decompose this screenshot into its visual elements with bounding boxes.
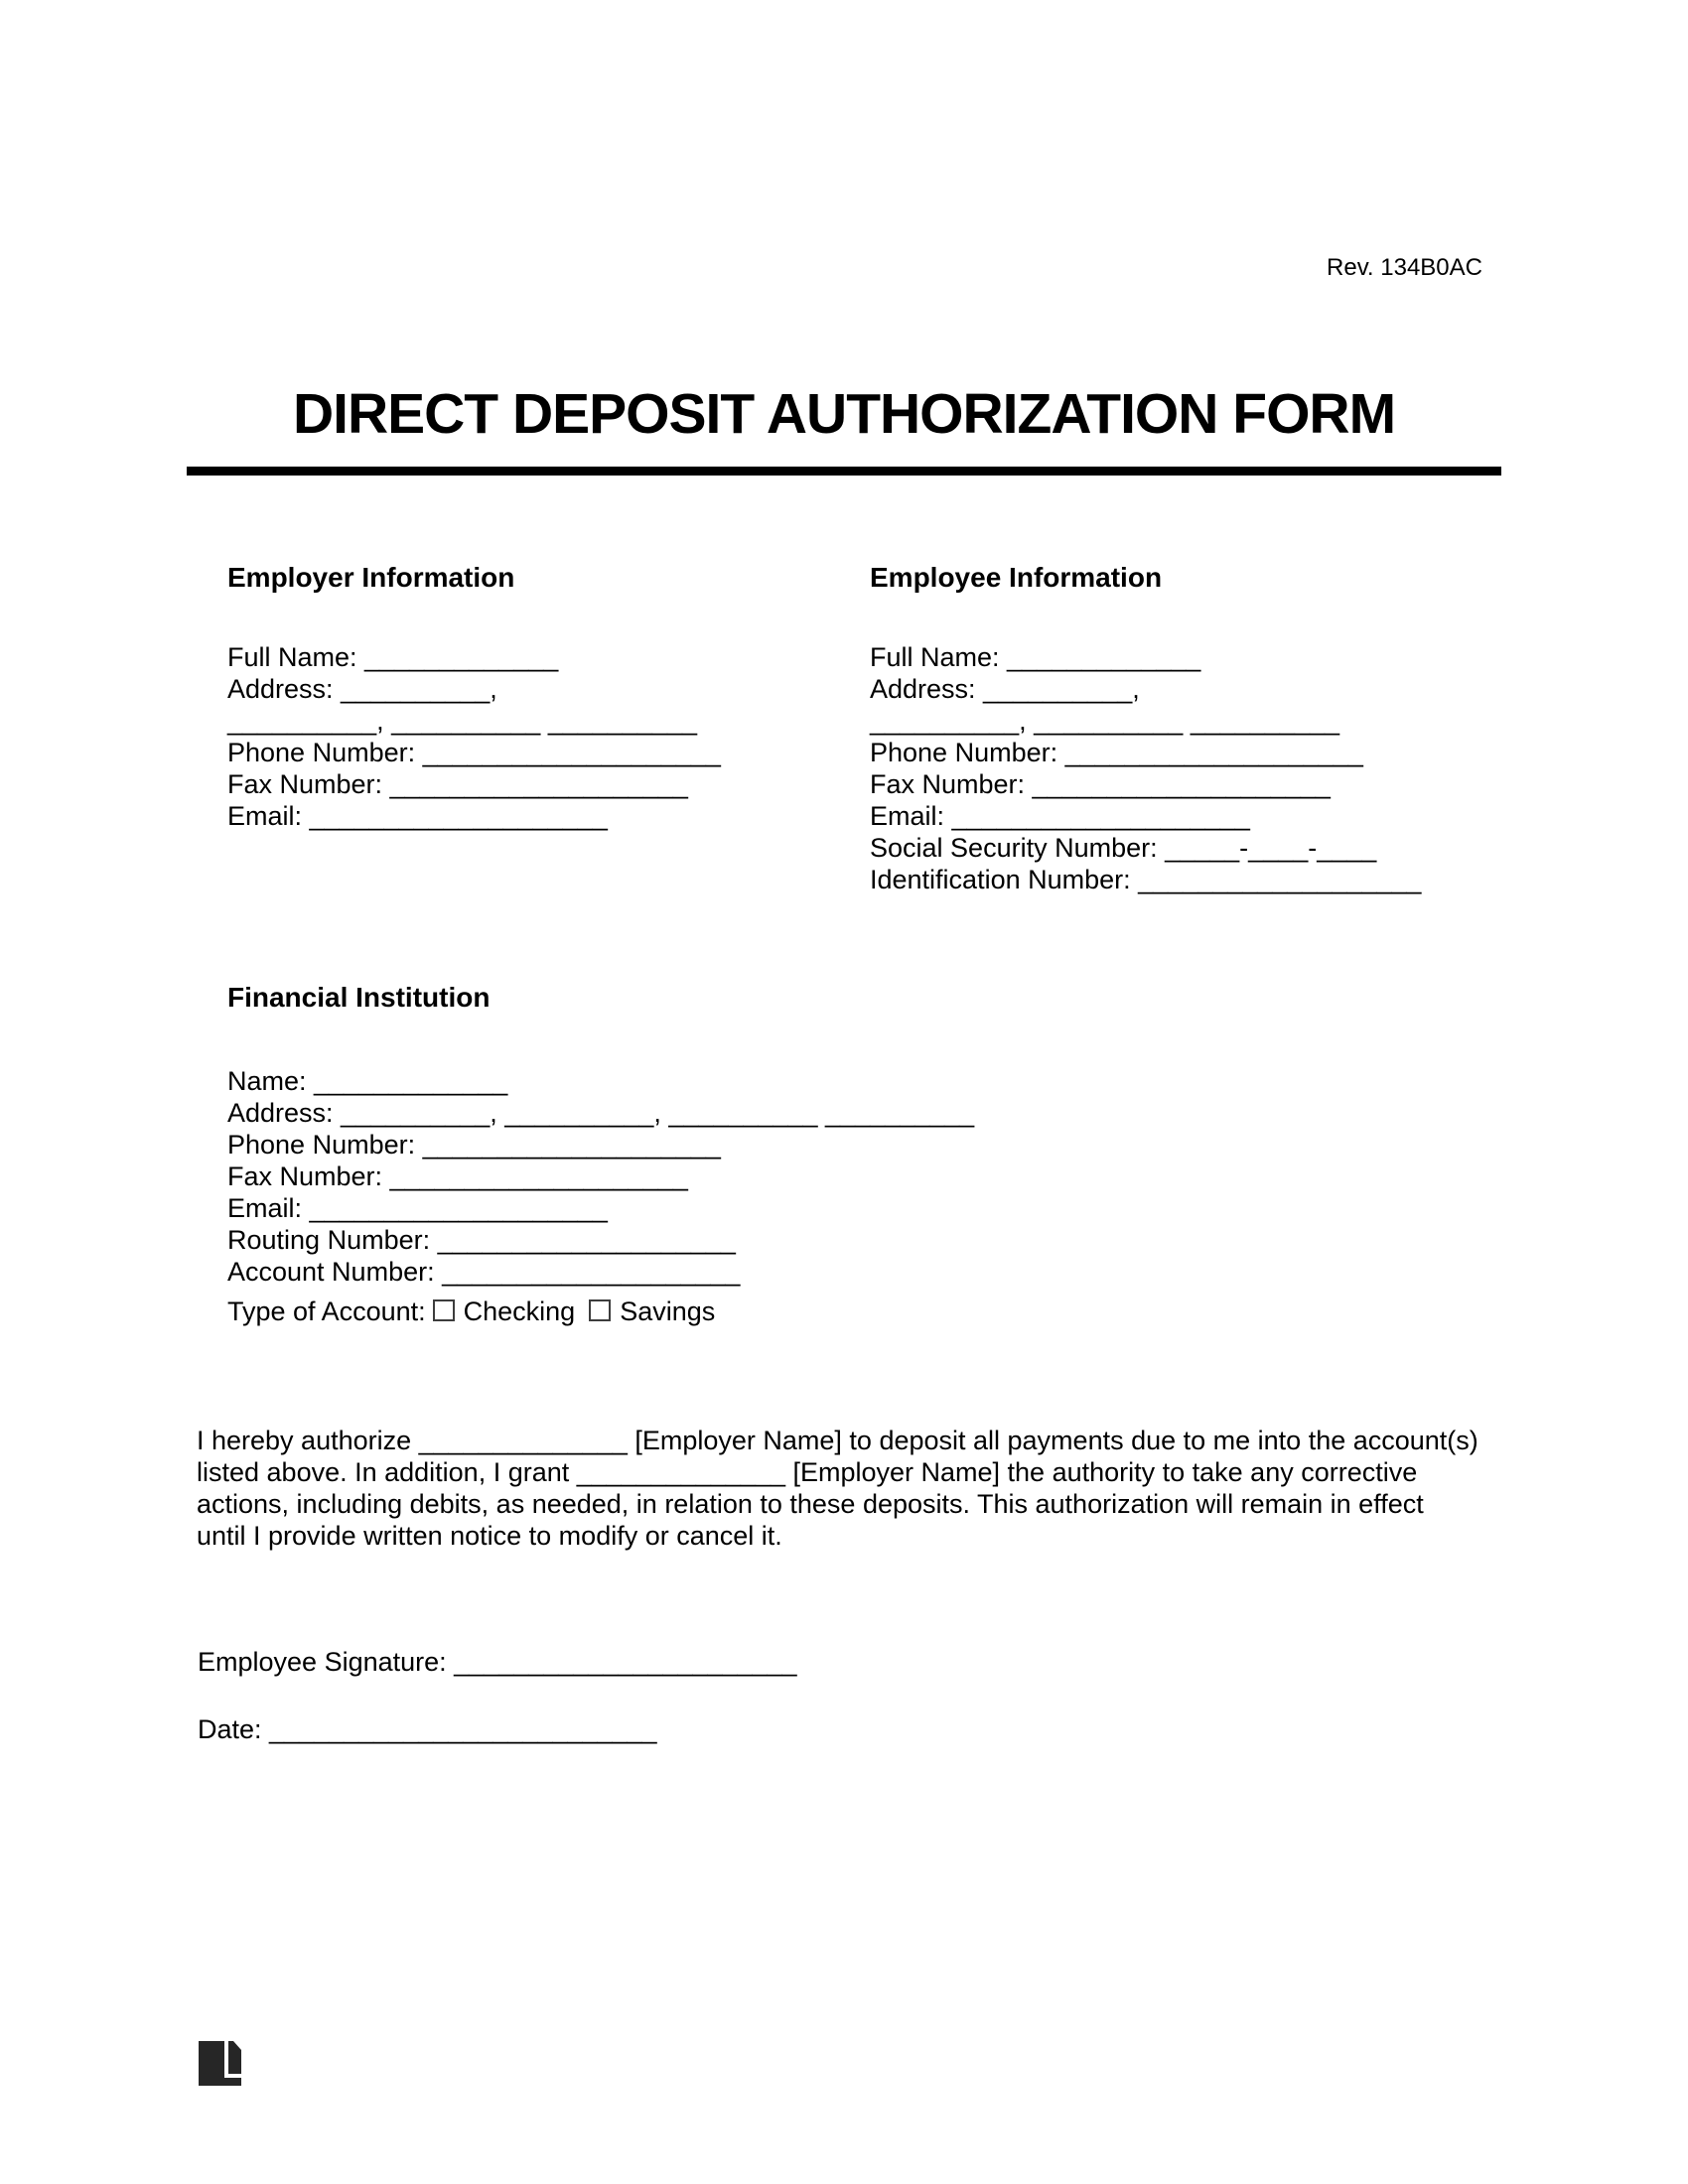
- financial-fax-field: Fax Number: ____________________: [227, 1161, 688, 1191]
- employee-phone-field: Phone Number: ____________________: [870, 738, 1363, 767]
- date-field: Date: __________________________: [198, 1714, 657, 1744]
- authorization-line-2: listed above. In addition, I grant ______________ [Employer Name] the authority to take any corrective: [197, 1457, 1418, 1487]
- financial-phone-field: Phone Number: ____________________: [227, 1130, 721, 1160]
- revision-number: Rev. 134B0AC: [1327, 254, 1482, 281]
- employee-city-state-zip-field: __________, __________ __________: [870, 706, 1339, 736]
- financial-routing-number-field: Routing Number: ____________________: [227, 1225, 736, 1255]
- employee-ssn-field: Social Security Number: _____-____-____: [870, 833, 1377, 863]
- employee-full-name-field: Full Name: _____________: [870, 642, 1201, 672]
- authorization-statement: [197, 1425, 1478, 1552]
- financial-email-field: Email: ____________________: [227, 1193, 608, 1223]
- employee-section-heading: Employee Information: [870, 562, 1163, 593]
- authorization-line-1: I hereby authorize ______________ [Employer Name] to deposit all payments due to me into the account(s): [197, 1426, 1478, 1455]
- financial-fields: [227, 1065, 974, 1288]
- account-type-row: [227, 1296, 715, 1327]
- employer-section-heading: Employer Information: [227, 562, 515, 593]
- authorization-line-3: actions, including debits, as needed, in relation to these deposits. This authorization will remain in effect: [197, 1489, 1424, 1519]
- savings-option-label: Savings: [620, 1297, 716, 1326]
- employee-email-field: Email: ____________________: [870, 801, 1250, 831]
- employer-fax-field: Fax Number: ____________________: [227, 769, 688, 799]
- employer-city-state-zip-field: __________, __________ __________: [227, 706, 697, 736]
- employer-full-name-field: Full Name: _____________: [227, 642, 559, 672]
- employee-signature-field: Employee Signature: _______________________: [198, 1647, 797, 1677]
- employee-id-number-field: Identification Number: ___________________: [870, 865, 1422, 894]
- page-title: DIRECT DEPOSIT AUTHORIZATION FORM: [292, 382, 1396, 446]
- employee-fields: [870, 641, 1421, 895]
- employee-fax-field: Fax Number: ____________________: [870, 769, 1331, 799]
- employer-address-field: Address: __________,: [227, 674, 497, 704]
- authorization-line-4: until I provide written notice to modify or cancel it.: [197, 1521, 782, 1551]
- checking-option-label: Checking: [463, 1297, 576, 1326]
- financial-name-field: Name: _____________: [227, 1066, 508, 1096]
- employer-email-field: Email: ____________________: [227, 801, 608, 831]
- title-divider: [187, 467, 1501, 476]
- checking-checkbox-icon[interactable]: [433, 1299, 455, 1321]
- legal-templates-logo: [199, 2041, 241, 2086]
- employer-phone-field: Phone Number: ____________________: [227, 738, 721, 767]
- employee-address-field: Address: __________,: [870, 674, 1140, 704]
- financial-account-number-field: Account Number: ____________________: [227, 1257, 741, 1287]
- employer-fields: [227, 641, 721, 832]
- account-type-label: Type of Account:: [227, 1297, 426, 1326]
- savings-checkbox-icon[interactable]: [589, 1299, 611, 1321]
- financial-section-heading: Financial Institution: [227, 982, 491, 1013]
- financial-address-field: Address: __________, __________, __________ __________: [227, 1098, 975, 1128]
